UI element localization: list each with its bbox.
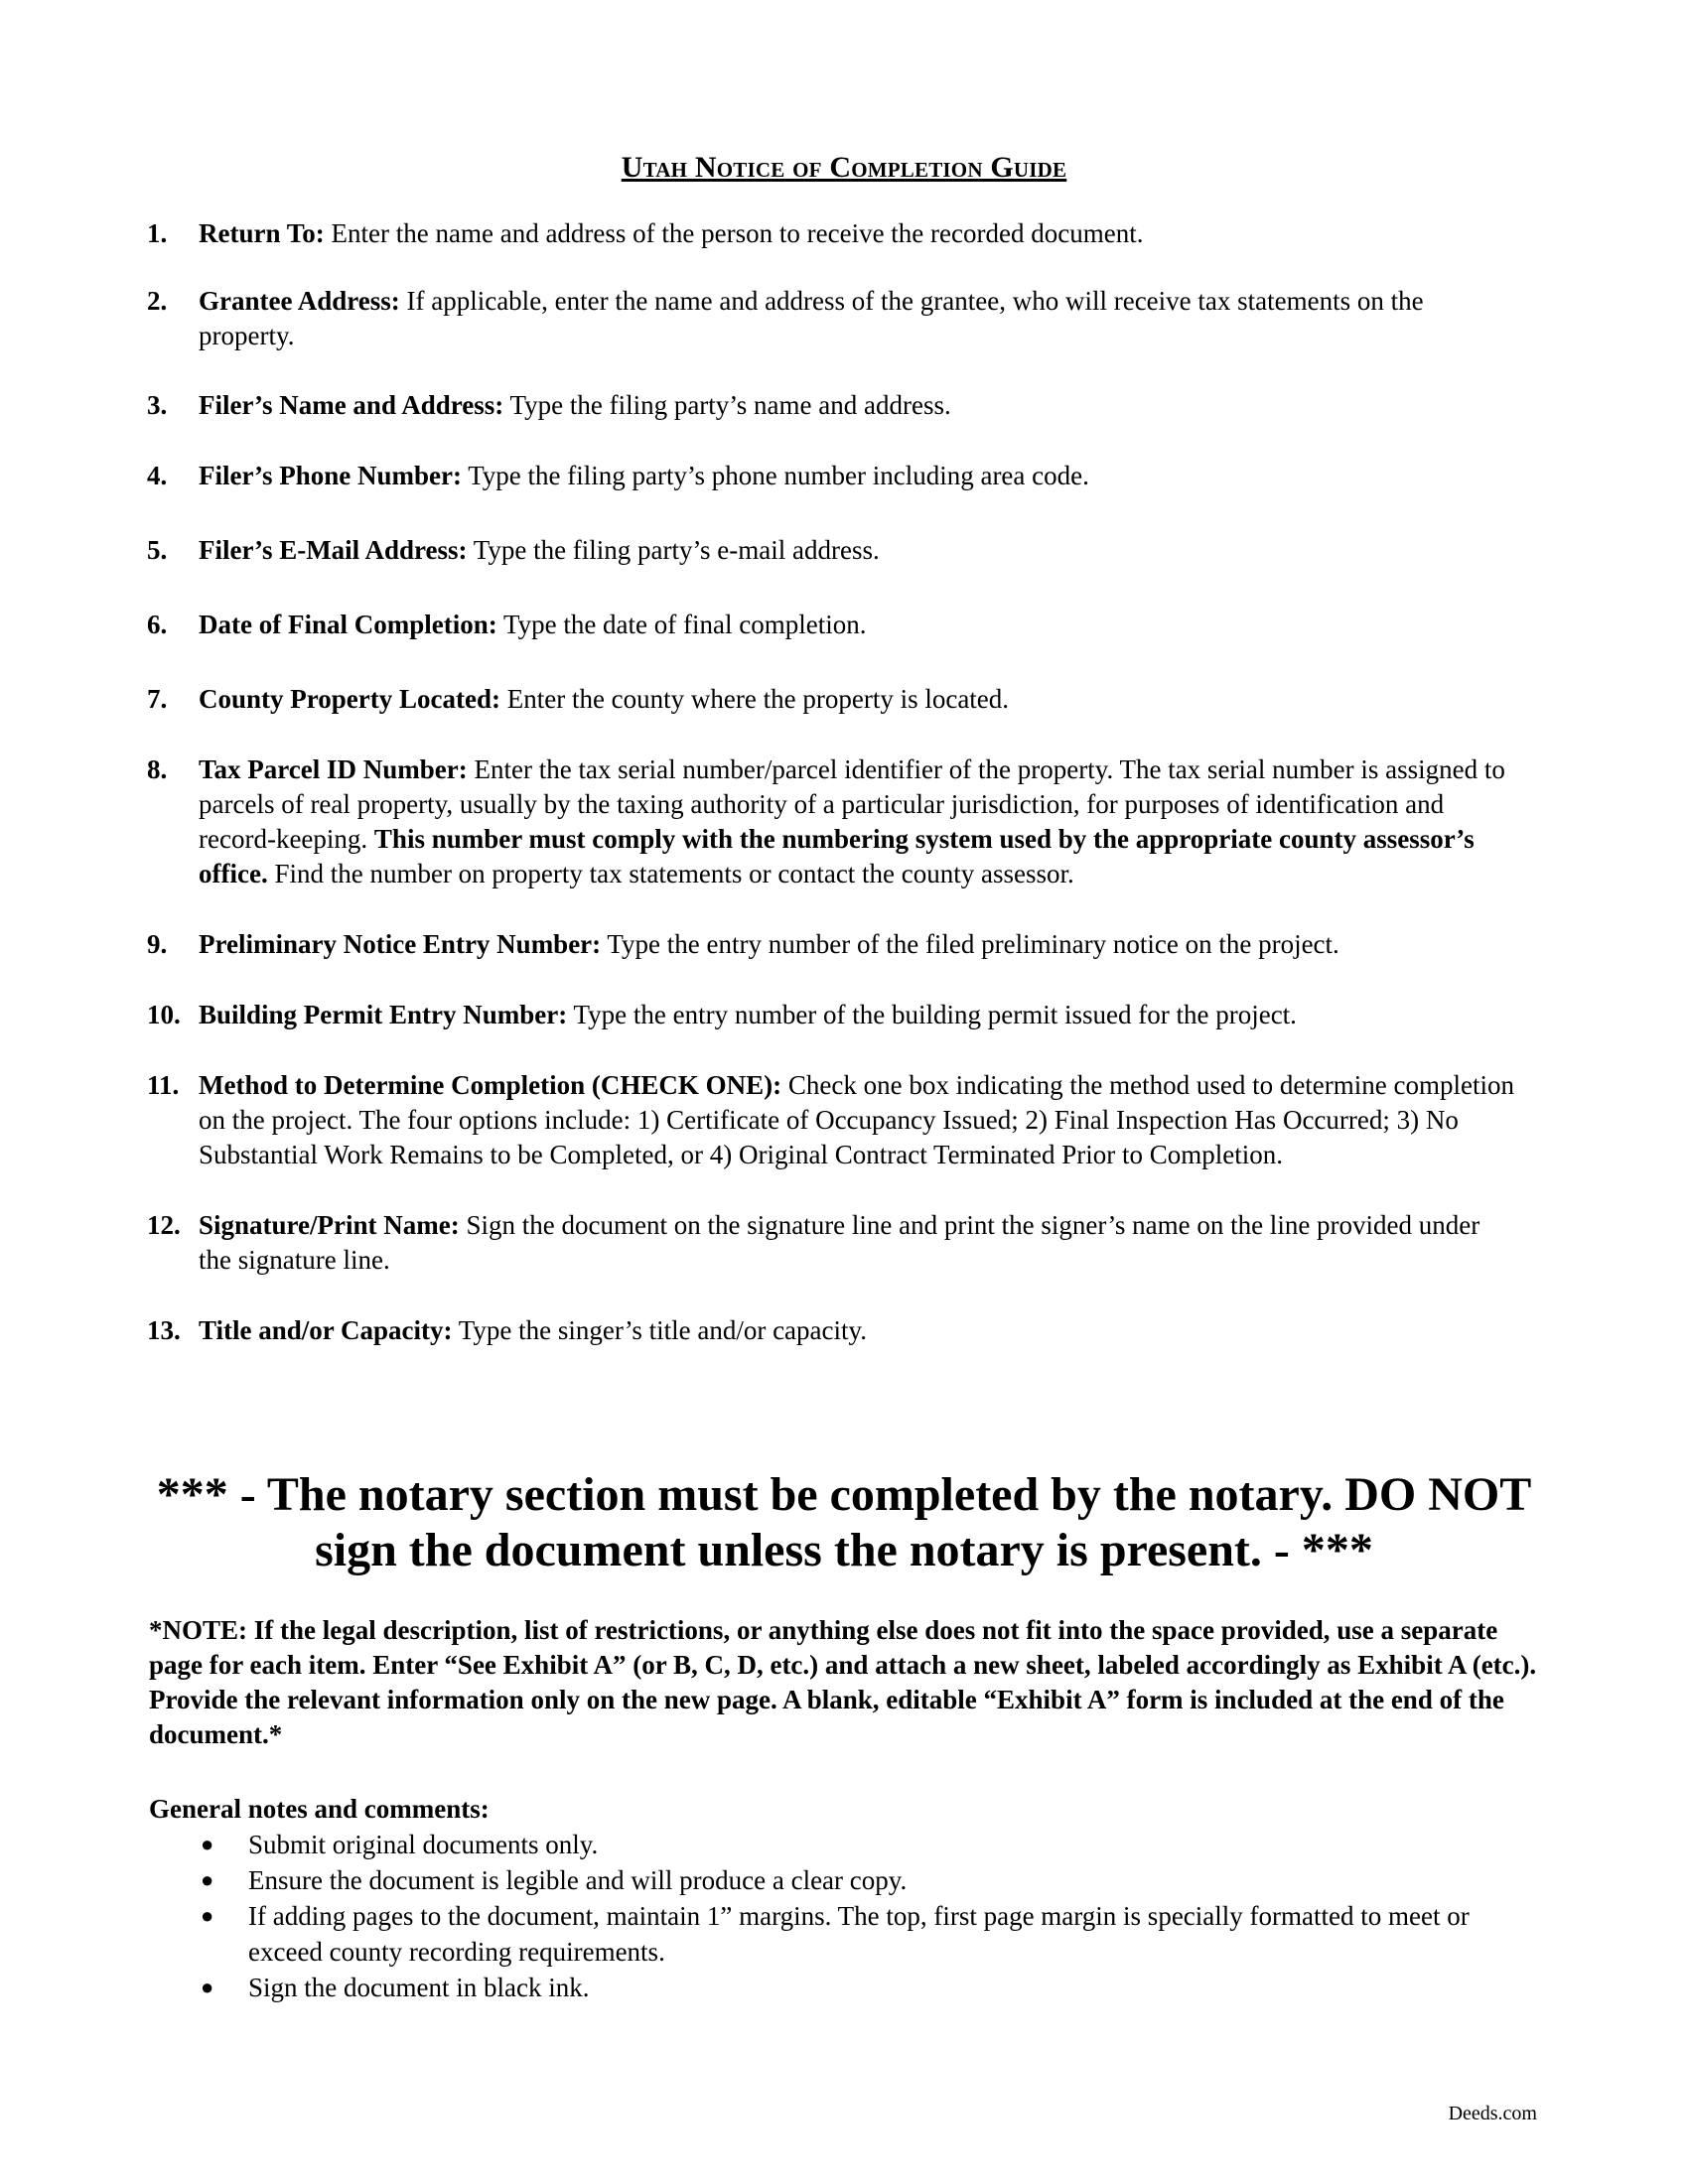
general-note-text: Sign the document in black ink. (248, 1973, 590, 2002)
item-text: Enter the tax serial number/parcel identifier of the property. The tax serial number is assigned to parcels of real property, usually by the taxing authority of a particular jurisdiction, for purposes of identification and record-keeping. (199, 754, 1505, 854)
item-label: Tax Parcel ID Number: (199, 754, 468, 784)
general-note-item (149, 1862, 1539, 1898)
instruction-item (147, 752, 1517, 891)
instruction-item (147, 1208, 1517, 1278)
general-note-text: If adding pages to the document, maintain 1” margins. The top, first page margin is specially formatted to meet or exceed county recording requirements. (248, 1901, 1470, 1967)
item-label: Filer’s Phone Number: (199, 461, 462, 490)
item-number: 11. (147, 1070, 180, 1100)
item-label: Signature/Print Name: (199, 1210, 460, 1240)
item-text: Type the entry number of the filed preliminary notice on the project. (601, 929, 1339, 959)
instruction-item (147, 459, 1517, 493)
item-number: 2. (147, 286, 168, 316)
instruction-item (147, 1313, 1517, 1348)
item-text: Enter the county where the property is located. (499, 684, 1010, 714)
general-note-text: Submit original documents only. (248, 1830, 599, 1859)
general-note-item (149, 1827, 1539, 1862)
item-label: Date of Final Completion: (199, 610, 497, 639)
item-number: 10. (147, 1000, 181, 1029)
instruction-list (147, 216, 1517, 1348)
item-emphasis: This number must comply with the numbering system used by the appropriate county assessor’s office. (199, 824, 1475, 888)
item-text: Type the date of final completion. (496, 610, 867, 639)
instruction-item (147, 927, 1517, 962)
instruction-item (147, 1068, 1517, 1172)
notary-warning: *** - The notary section must be completed by the notary. DO NOT sign the document unless the notary is present. - *** (156, 1468, 1532, 1576)
exhibit-note: *NOTE: If the legal description, list of restrictions, or anything else does not fit into the space provided, use a separate page for each item. Enter “See Exhibit A” (or B, C, D, etc.) and attach a new sheet, labeled accordingly as Exhibit A (etc.). Provide the relevant information only on the new page. A blank, editable “Exhibit A” form is included at the end of the document.* (149, 1615, 1537, 1749)
item-label: County Property Located: (199, 684, 500, 714)
footer-source: Deeds.com (1448, 2103, 1537, 2124)
item-number: 12. (147, 1210, 181, 1240)
item-text: Type the entry number of the building permit issued for the project. (567, 1000, 1297, 1029)
instruction-item (147, 388, 1517, 423)
item-number: 9. (147, 929, 168, 959)
general-note-item (149, 1970, 1539, 2005)
item-number: 13. (147, 1315, 181, 1345)
instruction-item (147, 284, 1517, 353)
item-label: Building Permit Entry Number: (199, 1000, 568, 1029)
document-title: Utah Notice of Completion Guide (621, 151, 1067, 184)
item-text: Enter the name and address of the person to receive the recorded document. (324, 218, 1144, 248)
item-text-after: Find the number on property tax statements or contact the county assessor. (267, 859, 1074, 888)
item-label: Grantee Address: (199, 286, 400, 316)
item-text: Type the singer’s title and/or capacity. (452, 1315, 868, 1345)
bullet-icon: ● (201, 1903, 214, 1928)
general-notes-heading: General notes and comments: (149, 1794, 490, 1824)
item-label: Preliminary Notice Entry Number: (199, 929, 602, 959)
general-note-text: Ensure the document is legible and will produce a clear copy. (248, 1865, 908, 1895)
item-number: 6. (147, 610, 168, 639)
bullet-icon: ● (201, 1975, 214, 1999)
bullet-icon: ● (201, 1867, 214, 1892)
item-label: Filer’s E-Mail Address: (199, 535, 468, 565)
item-number: 8. (147, 754, 168, 784)
instruction-item (147, 682, 1517, 717)
instruction-item (147, 998, 1517, 1032)
instruction-item (147, 608, 1517, 642)
item-number: 3. (147, 390, 168, 420)
item-number: 7. (147, 684, 168, 714)
item-text: Sign the document on the signature line and print the signer’s name on the line provided under the signature line. (199, 1210, 1480, 1275)
general-notes-list (149, 1827, 1539, 2005)
general-note-item (149, 1898, 1539, 1970)
item-label: Return To: (199, 218, 325, 248)
item-number: 1. (147, 218, 168, 248)
item-number: 5. (147, 535, 168, 565)
item-label: Filer’s Name and Address: (199, 390, 504, 420)
bullet-icon: ● (201, 1832, 214, 1856)
item-number: 4. (147, 461, 168, 490)
item-text: If applicable, enter the name and address of the grantee, who will receive tax statements on the property. (199, 286, 1424, 350)
instruction-item (147, 216, 1517, 251)
item-text: Type the filing party’s phone number including area code. (461, 461, 1089, 490)
item-text: Type the filing party’s e-mail address. (467, 535, 880, 565)
item-label: Method to Determine Completion (CHECK ONE): (199, 1070, 782, 1100)
item-text: Check one box indicating the method used to determine completion on the project. The four options include: 1) Certificate of Occupancy Issued; 2) Final Inspection Has Occurred; 3) No Substantial Work Remains to be Completed, or 4) Original Contract Terminated Prior to Completion. (199, 1070, 1514, 1169)
item-label: Title and/or Capacity: (199, 1315, 453, 1345)
item-text: Type the filing party’s name and address. (503, 390, 951, 420)
instruction-item (147, 533, 1517, 568)
